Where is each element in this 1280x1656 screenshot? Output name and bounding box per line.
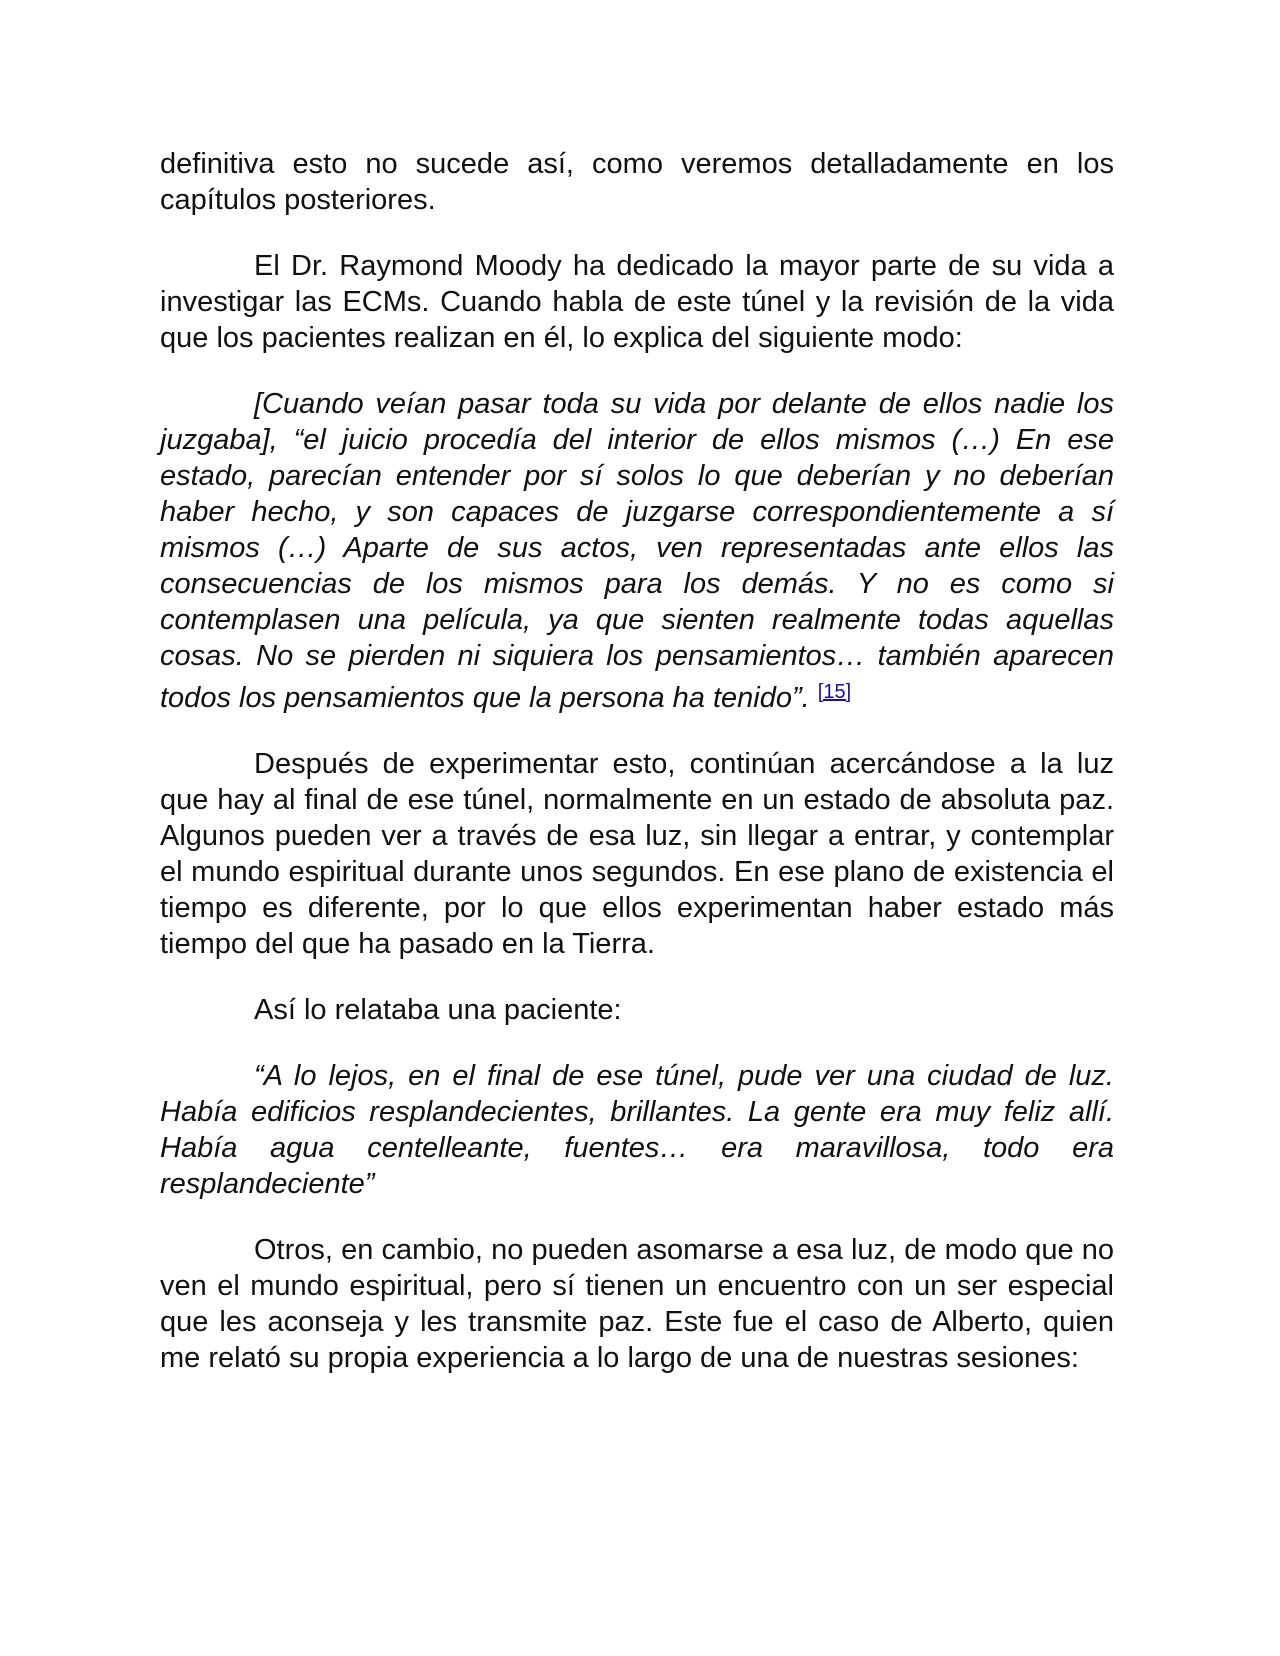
- paragraph-patient-intro: Así lo relataba una paciente:: [254, 994, 622, 1026]
- block-quote-patient: “A lo lejos, en el final de ese túnel, pude ver una ciudad de luz. Había edificios resplandecientes, brillantes. La gente era muy feliz allí. Había agua centelleante, fuentes… era maravillosa, todo era resplandeciente”: [160, 1060, 1114, 1200]
- paragraph-continuation: definitiva esto no sucede así, como veremos detalladamente en los capítulos posteriores.: [160, 148, 1114, 216]
- document-page: [160, 146, 1114, 1406]
- paragraph-light-tunnel: Después de experimentar esto, continúan acercándose a la luz que hay al final de ese túnel, normalmente en un estado de absoluta paz. Algunos pueden ver a través de esa luz, sin llegar a entrar, y contemplar el mundo espiritual durante unos segundos. En ese plano de existencia el tiempo es diferente, por lo que ellos experimentan haber estado más tiempo del que ha pasado en la Tierra.: [160, 748, 1114, 960]
- quote-moody-text: [Cuando veían pasar toda su vida por delante de ellos nadie los juzgaba], “el juicio procedía del interior de ellos mismos (…) En ese estado, parecían entender por sí solos lo que deberían y no deberían haber hecho, y son capaces de juzgarse correspondientemente a sí mismos (…) Aparte de sus actos, ven representadas ante ellos las consecuencias de los mismos para los demás. Y no es como si contemplasen una película, ya que sienten realmente todas aquellas cosas. No se pierden ni siquiera los pensamientos… también aparecen todos los pensamientos que la persona ha tenido”.: [160, 388, 1114, 714]
- block-quote-moody: [160, 386, 1114, 716]
- paragraph-alberto: Otros, en cambio, no pueden asomarse a esa luz, de modo que no ven el mundo espiritual, pero sí tienen un encuentro con un ser especial que les aconseja y les transmite paz. Este fue el caso de Alberto, quien me relató su propia experiencia a lo largo de una de nuestras sesiones:: [160, 1234, 1114, 1374]
- footnote-link-15[interactable]: [15]: [817, 681, 852, 703]
- paragraph-moody-intro: El Dr. Raymond Moody ha dedicado la mayor parte de su vida a investigar las ECMs. Cuando habla de este túnel y la revisión de la vida que los pacientes realizan en él, lo explica del siguiente modo:: [160, 250, 1114, 354]
